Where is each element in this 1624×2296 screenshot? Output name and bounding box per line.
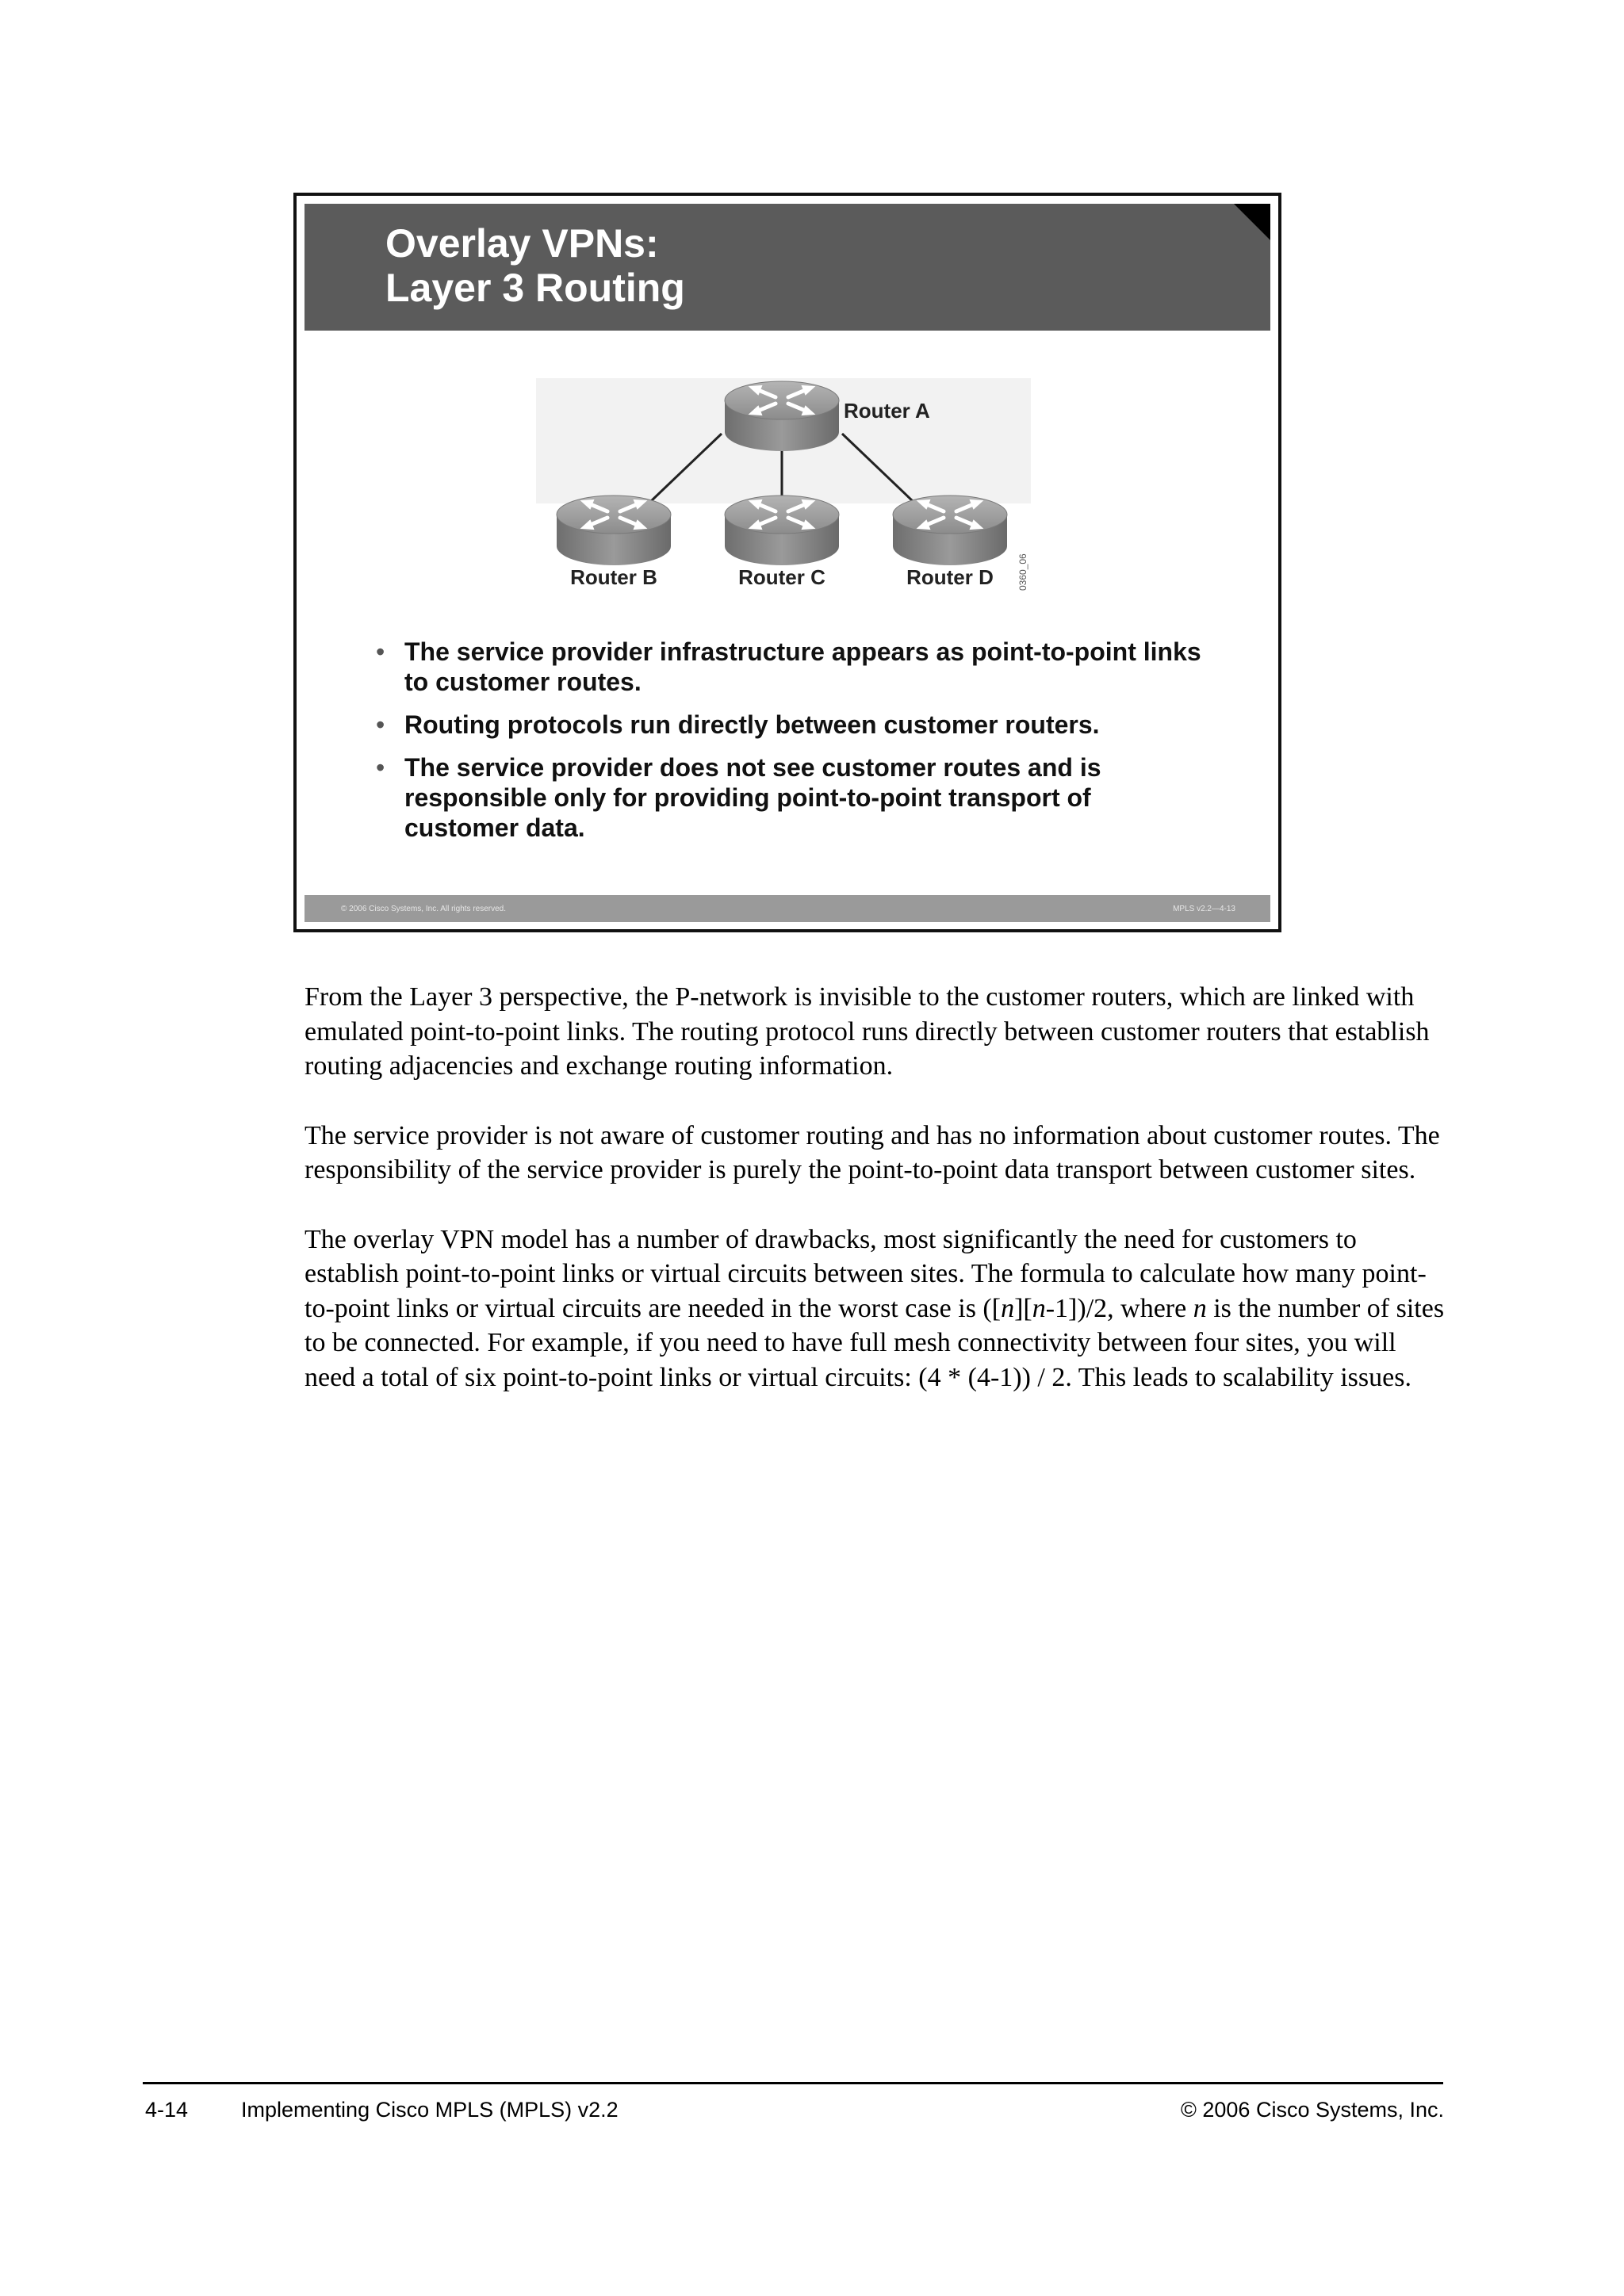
router-a-icon xyxy=(725,381,839,451)
formula-variable: n xyxy=(1193,1293,1207,1323)
slide-figure xyxy=(293,193,1281,932)
body-text xyxy=(304,980,1446,1429)
book-title: Implementing Cisco MPLS (MPLS) v2.2 xyxy=(241,2098,619,2122)
slide-footer xyxy=(304,895,1270,922)
router-b-icon xyxy=(557,496,671,565)
paragraph-text: ][ xyxy=(1014,1293,1032,1323)
footer-copyright: © 2006 Cisco Systems, Inc. xyxy=(1180,2098,1444,2122)
slide-bullet: • Routing protocols run directly between customer routers. xyxy=(376,710,1208,740)
page-number: 4-14 xyxy=(145,2098,189,2122)
slide-footer-copyright: © 2006 Cisco Systems, Inc. All rights reserved. xyxy=(341,905,507,913)
paragraph: From the Layer 3 perspective, the P-network is invisible to the customer routers, which are linked with emulated point-to-point links. The routing protocol runs directly between customer routers that establish routing adjacencies and exchange routing information. xyxy=(304,982,1430,1081)
paragraph-text: The overlay VPN model has a number of drawbacks, most significantly the need for customers to establish point-to-point links or virtual circuits between sites. The formula to calculate how many point-to-point links or virtual circuits are needed in the worst case is ([ xyxy=(304,1224,1427,1323)
paragraph: The service provider is not aware of customer routing and has no information about customer routes. The responsibility of the service provider is purely the point-to-point data transport between customer sites. xyxy=(304,1120,1440,1184)
slide-bullet: • The service provider does not see customer routes and is responsible only for providing point-to-point transport of customer data. xyxy=(376,752,1208,843)
router-d-icon xyxy=(893,496,1007,565)
figure-id: 0360_06 xyxy=(1017,553,1028,591)
router-b-label: Router B xyxy=(570,565,657,589)
paragraph-text: is the number of sites to be connected. For example, if you need to have full mesh connectivity between four sites, you will need a total of six point-to-point links or virtual circuits: (4 * (4-1)) / 2. This leads to scalability issues. xyxy=(304,1293,1445,1392)
slide-title-line1: Overlay VPNs: xyxy=(385,221,659,266)
slide-footer-version: MPLS v2.2—4-13 xyxy=(1173,905,1235,913)
formula-variable: n xyxy=(1001,1293,1015,1323)
paragraph-formula xyxy=(304,1223,1446,1395)
slide-bullet-list xyxy=(376,637,1208,855)
router-c-label: Router C xyxy=(738,565,825,589)
slide-bullet: • The service provider infrastructure appears as point-to-point links to customer routes. xyxy=(376,637,1208,697)
slide-title-line2: Layer 3 Routing xyxy=(385,266,685,310)
router-a-label: Router A xyxy=(844,399,930,423)
paragraph-text: -1])/2, where xyxy=(1045,1293,1193,1323)
router-c-icon xyxy=(725,496,839,565)
formula-variable: n xyxy=(1032,1293,1046,1323)
footer-rule xyxy=(143,2082,1443,2084)
router-d-label: Router D xyxy=(906,565,994,589)
